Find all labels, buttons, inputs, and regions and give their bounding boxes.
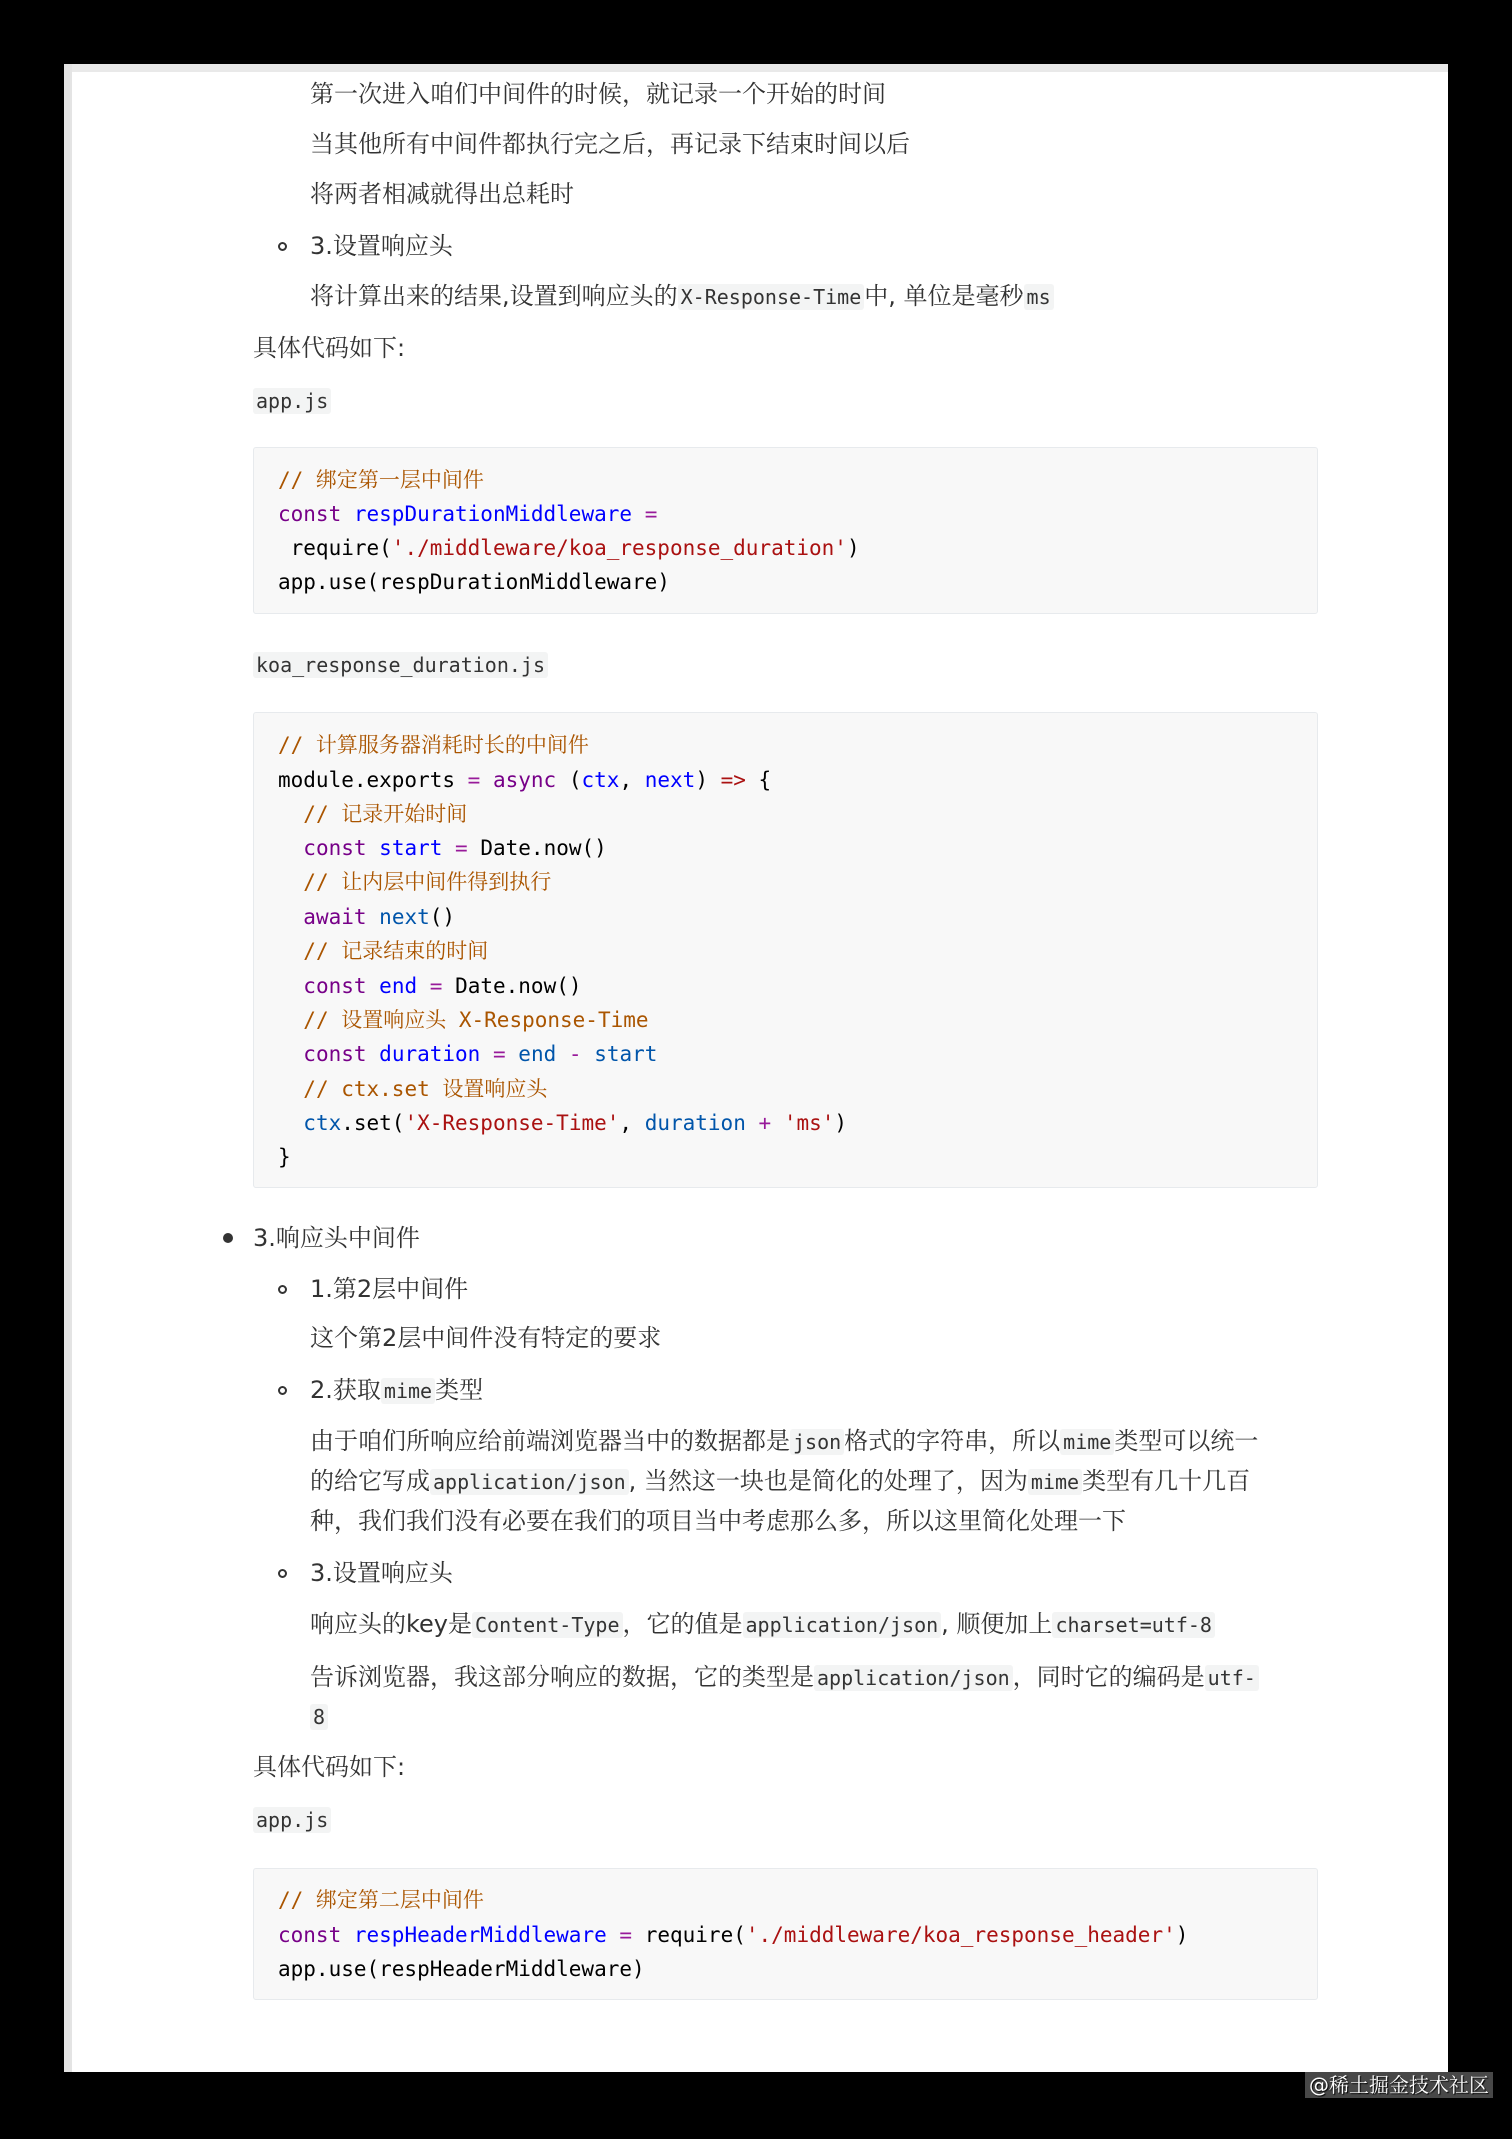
list-item-title: 3.设置响应头: [310, 1559, 453, 1587]
text: ，同时它的编码是: [1012, 1663, 1205, 1691]
filename: [253, 1802, 331, 1837]
code-comment: // 计算服务器消耗时长的中间件: [278, 733, 589, 757]
code-block: [253, 1868, 1318, 2000]
code-text: ): [1175, 1923, 1189, 1947]
code-line: [278, 1885, 484, 1915]
code-comment: // ctx.set 设置响应头: [303, 1077, 548, 1101]
inline-code: application/json: [743, 1612, 942, 1638]
code-def: respDurationMiddleware: [353, 502, 633, 526]
code-line: [278, 765, 771, 795]
code-text: (): [429, 905, 456, 929]
paragraph: [310, 279, 1054, 314]
code-op: =: [644, 502, 658, 526]
list-bullet-circle-icon: [278, 1285, 287, 1294]
code-keyword: await: [303, 905, 367, 929]
text: , 当然这一块也是简化的处理了，因为: [628, 1467, 1028, 1495]
code-var: end: [518, 1042, 557, 1066]
paragraph: 第一次进入咱们中间件的时候，就记录一个开始的时间: [310, 80, 886, 108]
code-text: module.exports: [278, 768, 468, 792]
code-line: }: [278, 1145, 291, 1169]
code-line: app.use(respHeaderMiddleware): [278, 1957, 645, 1981]
code-keyword: const: [278, 1923, 342, 1947]
code-text: ): [695, 768, 721, 792]
list-bullet-circle-icon: [278, 242, 287, 251]
filename: [253, 383, 331, 418]
code-def: end: [379, 974, 418, 998]
list-item-title: [310, 1373, 483, 1408]
list-bullet-circle-icon: [278, 1386, 287, 1395]
text: 的给它写成: [310, 1467, 430, 1495]
inline-code: mime: [1060, 1429, 1114, 1455]
text: 格式的字符串，所以: [844, 1427, 1061, 1455]
text: 由于咱们所响应给前端浏览器当中的数据都是: [310, 1427, 790, 1455]
inline-code: charset=utf-8: [1052, 1612, 1215, 1638]
code-var: start: [594, 1042, 658, 1066]
code-string: './middleware/koa_response_header': [745, 1923, 1176, 1947]
code-op: +: [758, 1111, 772, 1135]
code-def: respHeaderMiddleware: [353, 1923, 607, 1947]
inline-code: koa_response_duration.js: [253, 652, 548, 678]
text: 告诉浏览器，我这部分响应的数据，它的类型是: [310, 1663, 814, 1691]
text: 响应头的key是: [310, 1610, 473, 1638]
code-line: [278, 936, 488, 966]
code-def: next: [644, 768, 696, 792]
code-comment: // 记录结束的时间: [303, 939, 489, 963]
code-op: =: [492, 1042, 506, 1066]
code-block: [253, 447, 1318, 614]
code-line: [278, 1920, 1188, 1950]
inline-code: application/json: [814, 1665, 1013, 1691]
code-text: ,: [619, 1111, 645, 1135]
code-op: -: [568, 1042, 582, 1066]
inline-code: app.js: [253, 388, 331, 414]
code-keyword: const: [278, 502, 342, 526]
list-item-title: 3.设置响应头: [310, 232, 453, 260]
code-comment: // 设置响应头 X-Response-Time: [303, 1008, 649, 1032]
paragraph-line: [310, 1424, 1258, 1459]
inline-code: application/json: [430, 1469, 629, 1495]
code-op: =>: [720, 768, 746, 792]
paragraph-line: 种，我们我们没有必要在我们的项目当中考虑那么多，所以这里简化处理一下: [310, 1507, 1126, 1535]
text: 类型: [435, 1376, 484, 1404]
code-line: [278, 1108, 847, 1138]
list-item-title: 3.响应头中间件: [253, 1224, 420, 1252]
text: 中, 单位是毫秒: [864, 282, 1024, 310]
code-op: =: [429, 974, 443, 998]
text: 2.获取: [310, 1376, 381, 1404]
code-text: Date.now(): [480, 836, 607, 860]
code-line: [278, 465, 484, 495]
list-bullet-disc-icon: [223, 1233, 233, 1243]
code-op: =: [619, 1923, 633, 1947]
code-var: next: [379, 905, 430, 929]
code-string: 'ms': [783, 1111, 835, 1135]
code-line: [278, 499, 657, 529]
document-page: [64, 64, 1448, 2072]
code-comment: // 绑定第一层中间件: [278, 468, 484, 492]
code-line: [278, 1074, 547, 1104]
paragraph-line: [310, 1464, 1250, 1499]
code-comment: // 让内层中间件得到执行: [303, 870, 552, 894]
paragraph: 具体代码如下:: [253, 1753, 406, 1781]
code-text: Date.now(): [455, 974, 582, 998]
code-line: [278, 799, 467, 829]
code-op: =: [455, 836, 468, 860]
paragraph: 具体代码如下:: [253, 334, 406, 362]
paragraph: [310, 1607, 1215, 1642]
code-string: './middleware/koa_response_duration': [391, 536, 847, 560]
paragraph: 当其他所有中间件都执行完之后，再记录下结束时间以后: [310, 130, 910, 158]
code-comment: // 记录开始时间: [303, 802, 468, 826]
inline-code: ms: [1024, 284, 1054, 310]
inline-code: Content-Type: [472, 1612, 623, 1638]
inline-code: mime: [381, 1378, 435, 1404]
code-line: [278, 833, 607, 863]
code-keyword: const: [303, 974, 367, 998]
inline-code: json: [790, 1429, 844, 1455]
text: 类型可以统一: [1114, 1427, 1259, 1455]
paragraph: 将两者相减就得出总耗时: [310, 180, 574, 208]
inline-code: utf-: [1205, 1665, 1259, 1691]
inline-code: X-Response-Time: [678, 284, 865, 310]
text: , 顺便加上: [941, 1610, 1053, 1638]
code-text: (: [568, 768, 582, 792]
paragraph-line: [310, 1660, 1259, 1695]
page-border: [64, 64, 72, 2072]
text: 类型有几十几百: [1082, 1467, 1251, 1495]
code-def: start: [379, 836, 443, 860]
code-line: [278, 730, 589, 760]
code-text: .set(: [341, 1111, 405, 1135]
code-text: {: [745, 768, 772, 792]
inline-code: app.js: [253, 1807, 331, 1833]
code-text: require(: [278, 536, 392, 560]
watermark: @稀土掘金技术社区: [1305, 2072, 1493, 2098]
text: 将计算出来的结果,设置到响应头的: [310, 282, 678, 310]
list-item-title: 1.第2层中间件: [310, 1275, 469, 1303]
paragraph-line: [310, 1699, 328, 1734]
code-keyword: async: [492, 768, 557, 792]
code-line: [278, 1005, 649, 1035]
code-text: require(: [644, 1923, 746, 1947]
code-def: ctx: [581, 768, 620, 792]
text: ，它的值是: [622, 1610, 743, 1638]
inline-code: mime: [1028, 1469, 1082, 1495]
code-line: [278, 533, 860, 563]
code-var: duration: [644, 1111, 746, 1135]
paragraph: 这个第2层中间件没有特定的要求: [310, 1324, 662, 1352]
page-border: [72, 64, 1448, 72]
code-def: duration: [379, 1042, 481, 1066]
code-line: [278, 1039, 657, 1069]
code-var: ctx: [303, 1111, 342, 1135]
code-op: =: [467, 768, 481, 792]
code-keyword: const: [303, 836, 367, 860]
code-block: [253, 712, 1318, 1188]
code-text: ): [834, 1111, 848, 1135]
code-keyword: const: [303, 1042, 367, 1066]
list-bullet-circle-icon: [278, 1569, 287, 1578]
code-comment: // 绑定第二层中间件: [278, 1888, 484, 1912]
code-text: ): [846, 536, 860, 560]
filename: [253, 647, 548, 682]
code-line: [278, 971, 582, 1001]
inline-code: 8: [310, 1704, 328, 1730]
code-line: [278, 902, 455, 932]
code-text: ,: [619, 768, 645, 792]
code-string: 'X-Response-Time': [404, 1111, 620, 1135]
code-line: app.use(respDurationMiddleware): [278, 570, 670, 594]
code-line: [278, 867, 551, 897]
